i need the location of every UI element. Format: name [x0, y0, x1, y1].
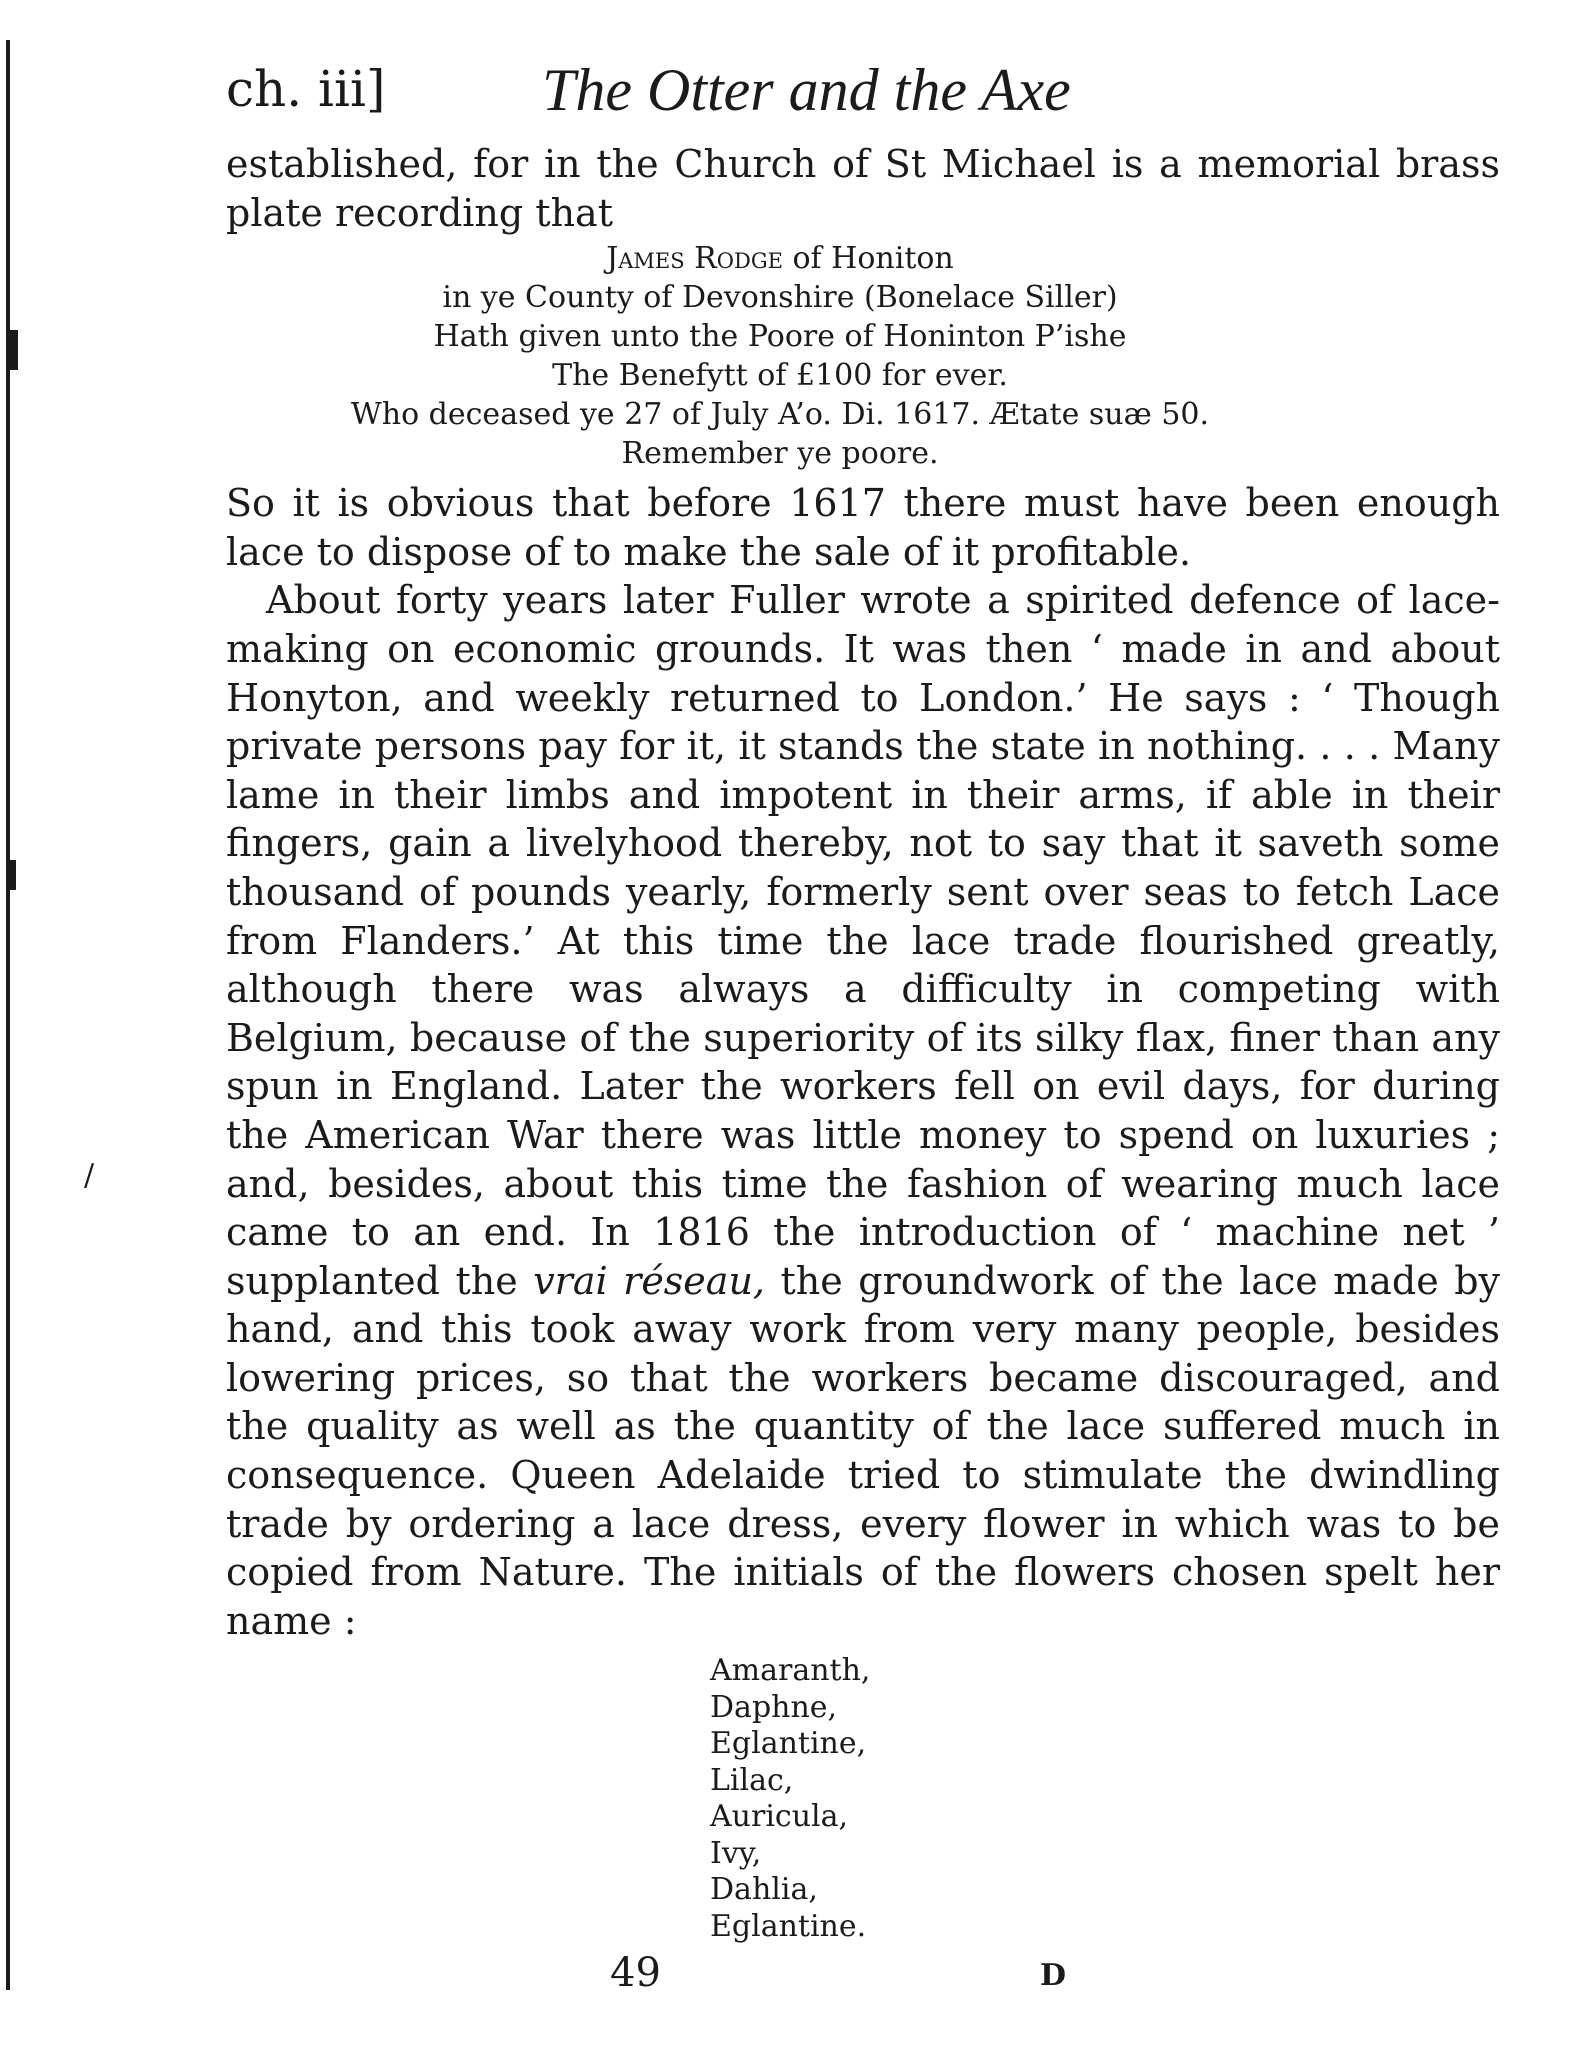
paragraph-2-start: About forty years later Fuller wrote a spirited defence of lace-making on economic grounds. It was then ‘ made in and about Honyton, and weekly returned to London.’ He says : ‘ Though private persons pay for it, it stands the state in nothing. . . . Many lame in their limbs and impotent in their arms, if able in their fingers, gain a livelyhood thereby, not to say that it saveth some thousand of pounds yearly, formerly sent over seas to fetch Lace from Flanders.’ At this time the lace trade flourished greatly, although there was always a difficulty in competing with Belgium, because of the superiority of its silky flax, finer than any spun in England. Later the workers fell on evil days, for during the American War there was little money to spend on luxuries ; and, besides, about this time the fashion of wearing much lace came to an end. In 1816 the introduction of ‘ machine net ’ supplanted the — [226, 578, 1500, 1303]
brass-inscription — [210, 239, 1350, 473]
margin-mark: / — [84, 1158, 95, 1193]
flower-item: Ivy, — [710, 1835, 762, 1871]
inscription-line — [210, 239, 1350, 278]
italic-term: vrai réseau, — [533, 1258, 766, 1303]
binding-edge-mark — [10, 860, 16, 890]
flower-item: Eglantine, — [710, 1726, 867, 1762]
flower-item: Dahlia, — [710, 1872, 818, 1908]
flower-item: Auricula, — [710, 1799, 849, 1835]
flower-item: Eglantine. — [710, 1908, 867, 1944]
chapter-marker: ch. iii] — [226, 60, 386, 118]
book-page — [210, 57, 1500, 1945]
running-title: The Otter and the Axe — [542, 57, 1071, 123]
inscription-line: The Benefytt of £100 for ever. — [552, 358, 1008, 394]
inscription-line: Who deceased ye 27 of July A’o. Di. 1617. Ætate suæ 50. — [350, 397, 1210, 433]
page-number: 49 — [610, 1950, 661, 1996]
flower-list — [710, 1653, 1500, 1945]
binding-edge-mark — [10, 330, 18, 370]
flower-item: Amaranth, — [710, 1653, 871, 1689]
paragraph-1: So it is obvious that before 1617 there must have been enough lace to dispose of to make the sale of it profitable. — [226, 481, 1500, 574]
intro-paragraph: established, for in the Church of St Michael is a memorial brass plate recording that — [226, 142, 1500, 235]
inscription-name: James Rodge — [606, 241, 783, 277]
signature-mark: D — [1040, 1958, 1067, 1993]
inscription-line: Remember ye poore. — [621, 436, 939, 472]
inscription-name-rest: of Honiton — [782, 241, 954, 277]
body-text — [210, 140, 1500, 1645]
running-header — [210, 57, 1500, 140]
inscription-line: Hath given unto the Poore of Honinton P’ishe — [433, 319, 1127, 355]
paragraph-2-end: the groundwork of the lace made by hand, and this took away work from very many people, besides lowering prices, so that the workers became discouraged, and the quality as well as the quantity of the lace suffered much in consequence. Queen Adelaide tried to stimulate the dwindling trade by ordering a lace dress, every flower in which was to be copied from Nature. The initials of the flowers chosen spelt her name : — [226, 1258, 1500, 1643]
paragraph-2 — [210, 576, 1500, 1645]
flower-item: Lilac, — [710, 1762, 794, 1798]
flower-item: Daphne, — [710, 1689, 838, 1725]
inscription-line: in ye County of Devonshire (Bonelace Siller) — [442, 280, 1118, 316]
